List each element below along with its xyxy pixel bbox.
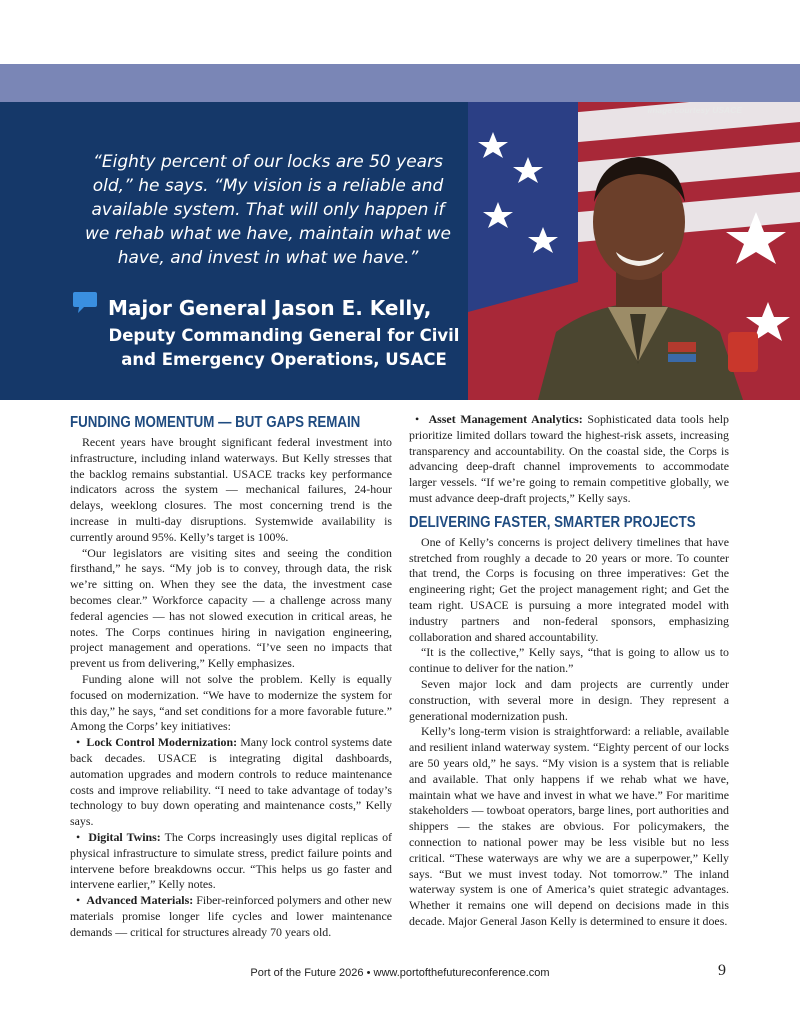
bullet-text: The Corps increasingly uses digital replicas of physical infrastructure to simulate stress, predict failure points and intervene before breakdowns occur. “This helps us go faster and intervene earlier,” Kelly notes.: [70, 829, 392, 892]
bullet-item: • Lock Control Modernization: Many lock control systems date back decades. USACE is integrating digital dashboards, automation upgrades and modern controls to reduce maintenance costs and improve reliability. “I need to take advantage of today’s technology to buy down operating and maintenance costs,” Kelly says.: [70, 735, 393, 829]
paragraph: “It is the collective,” Kelly says, “that is going to allow us to continue to deliver for the nation.”: [409, 645, 729, 676]
section-heading-delivering: DELIVERING FASTER, SMARTER PROJECTS: [409, 513, 696, 531]
paragraph: “Our legislators are visiting sites and seeing the condition firsthand,” he says. “My job is to convey, through data, the risk we’re sitting on. When they see the data, the investment case becomes clear.” Workforce capacity — a challenge across many federal agencies — has not slowed execution in critical areas, he notes. The Corps continues hiring in navigation engineering, project management and operations. “I’ve seen no impacts that prevent us from delivering,” Kelly emphasizes.: [70, 545, 392, 671]
bullet-label: Asset Management Analytics:: [428, 412, 583, 426]
bullet-item: • Advanced Materials: Fiber-reinforced polymers and other new materials promise longer life cycles and lower maintenance demands — critical for structures already 70 years old.: [70, 893, 393, 939]
pull-quote: [78, 150, 458, 270]
pull-quote-line: have, and invest in what we have.”: [117, 248, 419, 268]
paragraph: Seven major lock and dam projects are currently under construction, with several more in design. They represent a generational modernization push.: [409, 676, 729, 723]
pull-quote-line: old,” he says. “My vision is a reliable and: [92, 176, 444, 196]
bullet-item: • Asset Management Analytics: Sophisticated data tools help prioritize limited dollars toward the highest-risk assets, increasing transparency and accountability. On the coastal side, the Corps is advancing deep-draft channel improvements to accommodate larger vessels. “If we’re going to remain competitive globally, we must advance deep-draft projects,” Kelly says.: [409, 412, 729, 505]
bullet-item: • Digital Twins: The Corps increasingly uses digital replicas of physical infrastructure to simulate stress, predict failure points and intervene before breakdowns occur. “This helps us go faster and intervene earlier,” Kelly notes.: [70, 829, 392, 892]
speech-bubble-icon: [72, 291, 98, 315]
speaker-title-line: and Emergency Operations, USACE: [121, 350, 447, 369]
bullet-text: Fiber-reinforced polymers and other new materials promise longer life cycles and lower maintenance demands — critical for structures already 70 years old.: [70, 893, 393, 939]
left-column: [70, 412, 392, 941]
speaker-title-line: Deputy Commanding General for Civil: [108, 326, 460, 345]
pull-quote-line: available system. That will only happen if: [91, 200, 445, 220]
pull-quote-line: “Eighty percent of our locks are 50 years: [93, 152, 443, 172]
pull-quote-line: we rehab what we have, maintain what we: [84, 224, 452, 244]
paragraph: One of Kelly’s concerns is project delivery timelines that have stretched from roughly a decade to 20 years or more. To counter that trend, the Corps is focusing on three imperatives: Get the engineering right; Get the project management right; and Get the team right. USACE is pursuing a more integrated model with industry partners and non-federal sponsors, emphasizing collaboration and shared accountability.: [409, 534, 729, 644]
section-heading-funding: FUNDING MOMENTUM — BUT GAPS REMAIN: [70, 414, 361, 431]
top-color-band: [0, 64, 800, 102]
hero-banner: [0, 102, 800, 400]
bullet-label: Advanced Materials:: [86, 893, 194, 908]
bullet-label: Lock Control Modernization:: [86, 735, 238, 750]
speaker-name: Major General Jason E. Kelly,: [108, 296, 432, 320]
portrait-photo: [468, 102, 800, 400]
right-column: [409, 412, 729, 930]
paragraph: Recent years have brought significant federal investment into infrastructure, including inland waterways. But Kelly stresses that the backlog remains substantial. USACE tracks key performance indicators across the system — mechanical failures, 24-hour delays, weeklong closures. The most concerning trend is the increase in multi-day disruptions. Systemwide availability is currently around 95%. Kelly’s target is 100%.: [70, 435, 392, 544]
bullet-text: Sophisticated data tools help prioritize limited dollars toward the highest-risk assets, increasing transparency and accountability. On the coastal side, the Corps is advancing deep-draft channel improvements to accommodate larger vessels. “If we’re going to remain competitive globally, we must advance deep-draft projects,” Kelly says.: [409, 412, 729, 505]
paragraph: Kelly’s long-term vision is straightforward: a reliable, available and resilient inland waterway system. “Eighty percent of our locks are 50 years old,” he says. “My vision is a system that is reliable and available. That only happens if we rehab what we have, maintain what we have and invest in what we have.” For maritime stakeholders — towboat operators, barge lines, port authorities and shippers — the stakes are obvious. For policymakers, the connection to national power may be less visible but no less critical. “These waterways are why we are a superpower,” Kelly says. “But we must invest today. Not tomorrow.” The inland waterway system is one of America’s quiet strategic advantages. Whether it remains one will depend on decisions made in this decade. Major General Jason Kelly is determined to ensure it does.: [409, 724, 729, 928]
paragraph: Funding alone will not solve the problem. Kelly is equally focused on modernization. “We have to modernize the system for this day,” he says, “and set conditions for a more favorable future.” Among the Corps’ key initiatives:: [70, 671, 392, 734]
bullet-label: Digital Twins:: [88, 829, 161, 844]
page-number: 9: [718, 962, 726, 979]
page-footer: Port of the Future 2026 • www.portofthefutureconference.com: [250, 967, 550, 979]
speaker-title: [84, 324, 484, 372]
bullet-text: Many lock control systems date back decades. USACE is integrating digital dashboards, automation upgrades and modern controls to reduce maintenance costs and improve reliability. “I need to take advantage of today’s technology to buy down operating and maintenance costs,” Kelly says.: [70, 735, 393, 829]
portrait-illustration: [468, 102, 800, 400]
image-credit: Image courtesy USACE: [647, 105, 742, 115]
